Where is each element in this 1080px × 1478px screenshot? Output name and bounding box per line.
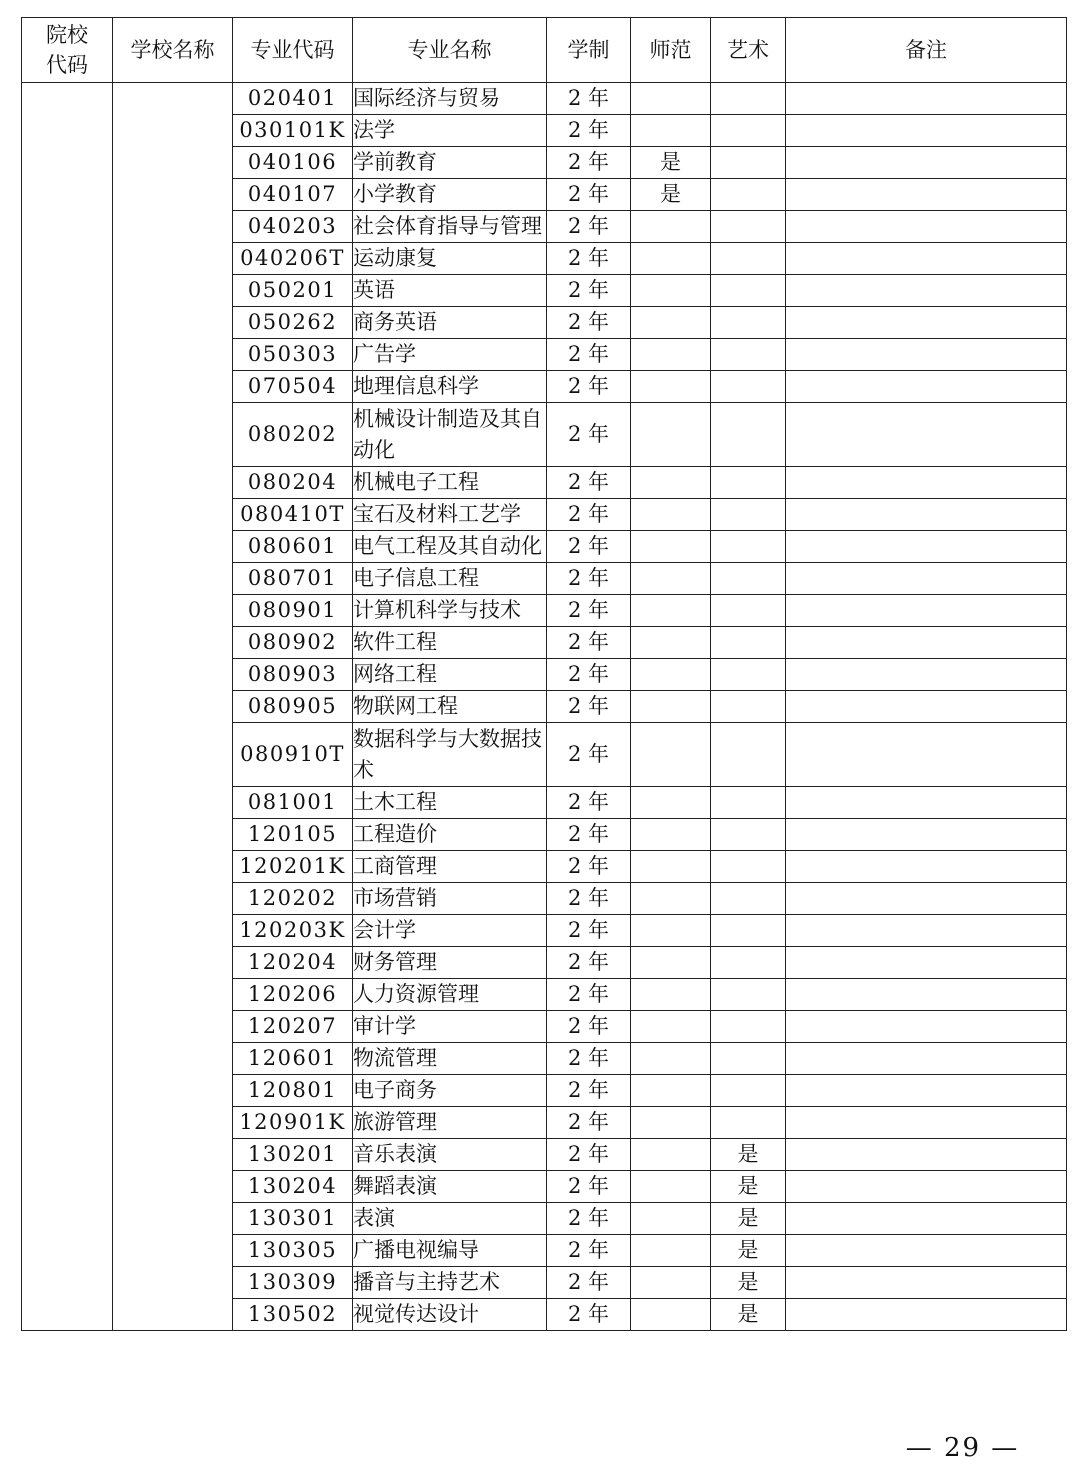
art-cell: 是: [711, 1139, 786, 1171]
major-name-cell: 工商管理: [353, 851, 547, 883]
art-cell: [711, 723, 786, 787]
art-cell: [711, 947, 786, 979]
remarks-cell: [786, 883, 1067, 915]
major-name-cell: 法学: [353, 115, 547, 147]
remarks-cell: [786, 563, 1067, 595]
remarks-cell: [786, 947, 1067, 979]
normal-cell: [631, 115, 711, 147]
normal-cell: [631, 371, 711, 403]
duration-cell: 2 年: [547, 1043, 631, 1075]
major-code-cell: 080202: [233, 403, 353, 467]
normal-cell: [631, 83, 711, 115]
normal-cell: [631, 595, 711, 627]
duration-cell: 2 年: [547, 1011, 631, 1043]
art-cell: [711, 1043, 786, 1075]
normal-cell: [631, 883, 711, 915]
duration-cell: 2 年: [547, 1171, 631, 1203]
major-code-cell: 040203: [233, 211, 353, 243]
header-art: 艺术: [711, 18, 786, 83]
major-code-cell: 080902: [233, 627, 353, 659]
major-name-cell: 地理信息科学: [353, 371, 547, 403]
remarks-cell: [786, 979, 1067, 1011]
major-code-cell: 130502: [233, 1299, 353, 1331]
major-code-cell: 120201K: [233, 851, 353, 883]
major-name-cell: 电子商务: [353, 1075, 547, 1107]
duration-cell: 2 年: [547, 851, 631, 883]
major-code-cell: 050201: [233, 275, 353, 307]
normal-cell: [631, 627, 711, 659]
remarks-cell: [786, 595, 1067, 627]
major-name-cell: 机械电子工程: [353, 467, 547, 499]
major-code-cell: 040107: [233, 179, 353, 211]
major-code-cell: 120901K: [233, 1107, 353, 1139]
major-name-cell: 土木工程: [353, 787, 547, 819]
remarks-cell: [786, 499, 1067, 531]
major-name-cell: 机械设计制造及其自动化: [353, 403, 547, 467]
remarks-cell: [786, 1235, 1067, 1267]
duration-cell: 2 年: [547, 915, 631, 947]
remarks-cell: [786, 1011, 1067, 1043]
art-cell: [711, 627, 786, 659]
remarks-cell: [786, 723, 1067, 787]
duration-cell: 2 年: [547, 1203, 631, 1235]
major-name-cell: 播音与主持艺术: [353, 1267, 547, 1299]
duration-cell: 2 年: [547, 1267, 631, 1299]
major-code-cell: 130204: [233, 1171, 353, 1203]
normal-cell: [631, 1235, 711, 1267]
art-cell: [711, 1107, 786, 1139]
major-name-cell: 视觉传达设计: [353, 1299, 547, 1331]
major-code-cell: 080410T: [233, 499, 353, 531]
duration-cell: 2 年: [547, 979, 631, 1011]
major-name-cell: 审计学: [353, 1011, 547, 1043]
duration-cell: 2 年: [547, 243, 631, 275]
normal-cell: [631, 499, 711, 531]
header-remarks: 备注: [786, 18, 1067, 83]
normal-cell: [631, 1043, 711, 1075]
major-code-cell: 040106: [233, 147, 353, 179]
major-code-cell: 080601: [233, 531, 353, 563]
major-code-cell: 080901: [233, 595, 353, 627]
major-code-cell: 130305: [233, 1235, 353, 1267]
major-code-cell: 081001: [233, 787, 353, 819]
art-cell: [711, 819, 786, 851]
major-code-cell: 080910T: [233, 723, 353, 787]
major-code-cell: 070504: [233, 371, 353, 403]
school-name-cell: [113, 83, 233, 1331]
major-name-cell: 商务英语: [353, 307, 547, 339]
header-major-name: 专业名称: [353, 18, 547, 83]
normal-cell: [631, 403, 711, 467]
major-code-cell: 120203K: [233, 915, 353, 947]
duration-cell: 2 年: [547, 307, 631, 339]
art-cell: [711, 851, 786, 883]
normal-cell: [631, 947, 711, 979]
major-code-cell: 080701: [233, 563, 353, 595]
major-name-cell: 计算机科学与技术: [353, 595, 547, 627]
major-name-cell: 小学教育: [353, 179, 547, 211]
remarks-cell: [786, 819, 1067, 851]
art-cell: [711, 787, 786, 819]
major-name-cell: 运动康复: [353, 243, 547, 275]
remarks-cell: [786, 275, 1067, 307]
major-code-cell: 120207: [233, 1011, 353, 1043]
normal-cell: [631, 659, 711, 691]
duration-cell: 2 年: [547, 499, 631, 531]
art-cell: [711, 979, 786, 1011]
major-name-cell: 工程造价: [353, 819, 547, 851]
art-cell: [711, 467, 786, 499]
remarks-cell: [786, 1107, 1067, 1139]
remarks-cell: [786, 211, 1067, 243]
majors-table: [21, 17, 1067, 1331]
major-name-cell: 社会体育指导与管理: [353, 211, 547, 243]
table-row: [22, 83, 1067, 115]
art-cell: 是: [711, 1299, 786, 1331]
major-name-cell: 会计学: [353, 915, 547, 947]
remarks-cell: [786, 115, 1067, 147]
remarks-cell: [786, 243, 1067, 275]
major-code-cell: 050262: [233, 307, 353, 339]
major-name-cell: 电子信息工程: [353, 563, 547, 595]
art-cell: 是: [711, 1203, 786, 1235]
major-name-cell: 财务管理: [353, 947, 547, 979]
art-cell: 是: [711, 1171, 786, 1203]
header-normal: 师范: [631, 18, 711, 83]
duration-cell: 2 年: [547, 531, 631, 563]
remarks-cell: [786, 147, 1067, 179]
major-code-cell: 120206: [233, 979, 353, 1011]
major-name-cell: 物流管理: [353, 1043, 547, 1075]
header-school-code: 院校代码: [22, 18, 113, 83]
major-name-cell: 物联网工程: [353, 691, 547, 723]
normal-cell: [631, 1267, 711, 1299]
duration-cell: 2 年: [547, 211, 631, 243]
normal-cell: [631, 1139, 711, 1171]
remarks-cell: [786, 403, 1067, 467]
duration-cell: 2 年: [547, 563, 631, 595]
major-name-cell: 电气工程及其自动化: [353, 531, 547, 563]
duration-cell: 2 年: [547, 1107, 631, 1139]
art-cell: [711, 563, 786, 595]
remarks-cell: [786, 627, 1067, 659]
major-name-cell: 学前教育: [353, 147, 547, 179]
normal-cell: [631, 307, 711, 339]
major-code-cell: 120801: [233, 1075, 353, 1107]
art-cell: [711, 371, 786, 403]
duration-cell: 2 年: [547, 595, 631, 627]
major-name-cell: 人力资源管理: [353, 979, 547, 1011]
major-code-cell: 130301: [233, 1203, 353, 1235]
duration-cell: 2 年: [547, 339, 631, 371]
art-cell: [711, 339, 786, 371]
normal-cell: [631, 787, 711, 819]
normal-cell: [631, 339, 711, 371]
remarks-cell: [786, 307, 1067, 339]
major-name-cell: 广告学: [353, 339, 547, 371]
duration-cell: 2 年: [547, 723, 631, 787]
normal-cell: [631, 1203, 711, 1235]
normal-cell: [631, 723, 711, 787]
normal-cell: [631, 467, 711, 499]
school-code-cell: [22, 83, 113, 1331]
remarks-cell: [786, 1043, 1067, 1075]
normal-cell: [631, 1171, 711, 1203]
major-code-cell: 080903: [233, 659, 353, 691]
art-cell: 是: [711, 1267, 786, 1299]
art-cell: [711, 115, 786, 147]
major-name-cell: 舞蹈表演: [353, 1171, 547, 1203]
duration-cell: 2 年: [547, 691, 631, 723]
art-cell: [711, 243, 786, 275]
normal-cell: [631, 915, 711, 947]
art-cell: [711, 179, 786, 211]
normal-cell: [631, 979, 711, 1011]
normal-cell: [631, 1107, 711, 1139]
major-code-cell: 020401: [233, 83, 353, 115]
duration-cell: 2 年: [547, 1139, 631, 1171]
remarks-cell: [786, 787, 1067, 819]
normal-cell: [631, 691, 711, 723]
major-code-cell: 050303: [233, 339, 353, 371]
remarks-cell: [786, 83, 1067, 115]
art-cell: [711, 275, 786, 307]
duration-cell: 2 年: [547, 403, 631, 467]
remarks-cell: [786, 339, 1067, 371]
table-body: [22, 83, 1067, 1331]
major-name-cell: 国际经济与贸易: [353, 83, 547, 115]
major-code-cell: 120202: [233, 883, 353, 915]
major-code-cell: 040206T: [233, 243, 353, 275]
major-name-cell: 音乐表演: [353, 1139, 547, 1171]
art-cell: [711, 883, 786, 915]
major-code-cell: 080204: [233, 467, 353, 499]
remarks-cell: [786, 1139, 1067, 1171]
major-name-cell: 广播电视编导: [353, 1235, 547, 1267]
major-name-cell: 旅游管理: [353, 1107, 547, 1139]
normal-cell: 是: [631, 179, 711, 211]
remarks-cell: [786, 851, 1067, 883]
normal-cell: [631, 243, 711, 275]
duration-cell: 2 年: [547, 179, 631, 211]
duration-cell: 2 年: [547, 883, 631, 915]
remarks-cell: [786, 371, 1067, 403]
duration-cell: 2 年: [547, 1235, 631, 1267]
art-cell: [711, 499, 786, 531]
remarks-cell: [786, 915, 1067, 947]
art-cell: [711, 83, 786, 115]
art-cell: [711, 307, 786, 339]
art-cell: [711, 403, 786, 467]
normal-cell: [631, 851, 711, 883]
art-cell: [711, 595, 786, 627]
art-cell: [711, 691, 786, 723]
remarks-cell: [786, 1203, 1067, 1235]
major-name-cell: 英语: [353, 275, 547, 307]
remarks-cell: [786, 691, 1067, 723]
remarks-cell: [786, 179, 1067, 211]
duration-cell: 2 年: [547, 947, 631, 979]
art-cell: [711, 147, 786, 179]
major-code-cell: 130309: [233, 1267, 353, 1299]
normal-cell: [631, 819, 711, 851]
normal-cell: [631, 563, 711, 595]
major-name-cell: 数据科学与大数据技术: [353, 723, 547, 787]
normal-cell: [631, 1075, 711, 1107]
duration-cell: 2 年: [547, 627, 631, 659]
duration-cell: 2 年: [547, 147, 631, 179]
art-cell: [711, 1075, 786, 1107]
page-number: — 29 —: [905, 1433, 1020, 1463]
normal-cell: [631, 1299, 711, 1331]
major-code-cell: 120105: [233, 819, 353, 851]
normal-cell: [631, 275, 711, 307]
art-cell: [711, 915, 786, 947]
major-code-cell: 030101K: [233, 115, 353, 147]
remarks-cell: [786, 1075, 1067, 1107]
art-cell: [711, 211, 786, 243]
normal-cell: [631, 1011, 711, 1043]
duration-cell: 2 年: [547, 1299, 631, 1331]
remarks-cell: [786, 1171, 1067, 1203]
major-name-cell: 市场营销: [353, 883, 547, 915]
remarks-cell: [786, 1299, 1067, 1331]
duration-cell: 2 年: [547, 371, 631, 403]
duration-cell: 2 年: [547, 467, 631, 499]
art-cell: 是: [711, 1235, 786, 1267]
duration-cell: 2 年: [547, 787, 631, 819]
art-cell: [711, 659, 786, 691]
header-duration: 学制: [547, 18, 631, 83]
normal-cell: 是: [631, 147, 711, 179]
major-name-cell: 宝石及材料工艺学: [353, 499, 547, 531]
remarks-cell: [786, 531, 1067, 563]
duration-cell: 2 年: [547, 819, 631, 851]
major-code-cell: 120601: [233, 1043, 353, 1075]
major-code-cell: 080905: [233, 691, 353, 723]
major-code-cell: 130201: [233, 1139, 353, 1171]
major-name-cell: 网络工程: [353, 659, 547, 691]
header-row: [22, 18, 1067, 83]
duration-cell: 2 年: [547, 115, 631, 147]
art-cell: [711, 1011, 786, 1043]
remarks-cell: [786, 659, 1067, 691]
major-name-cell: 软件工程: [353, 627, 547, 659]
duration-cell: 2 年: [547, 275, 631, 307]
duration-cell: 2 年: [547, 659, 631, 691]
duration-cell: 2 年: [547, 1075, 631, 1107]
header-major-code: 专业代码: [233, 18, 353, 83]
remarks-cell: [786, 467, 1067, 499]
major-code-cell: 120204: [233, 947, 353, 979]
art-cell: [711, 531, 786, 563]
remarks-cell: [786, 1267, 1067, 1299]
duration-cell: 2 年: [547, 83, 631, 115]
major-name-cell: 表演: [353, 1203, 547, 1235]
normal-cell: [631, 531, 711, 563]
header-school-name: 学校名称: [113, 18, 233, 83]
normal-cell: [631, 211, 711, 243]
